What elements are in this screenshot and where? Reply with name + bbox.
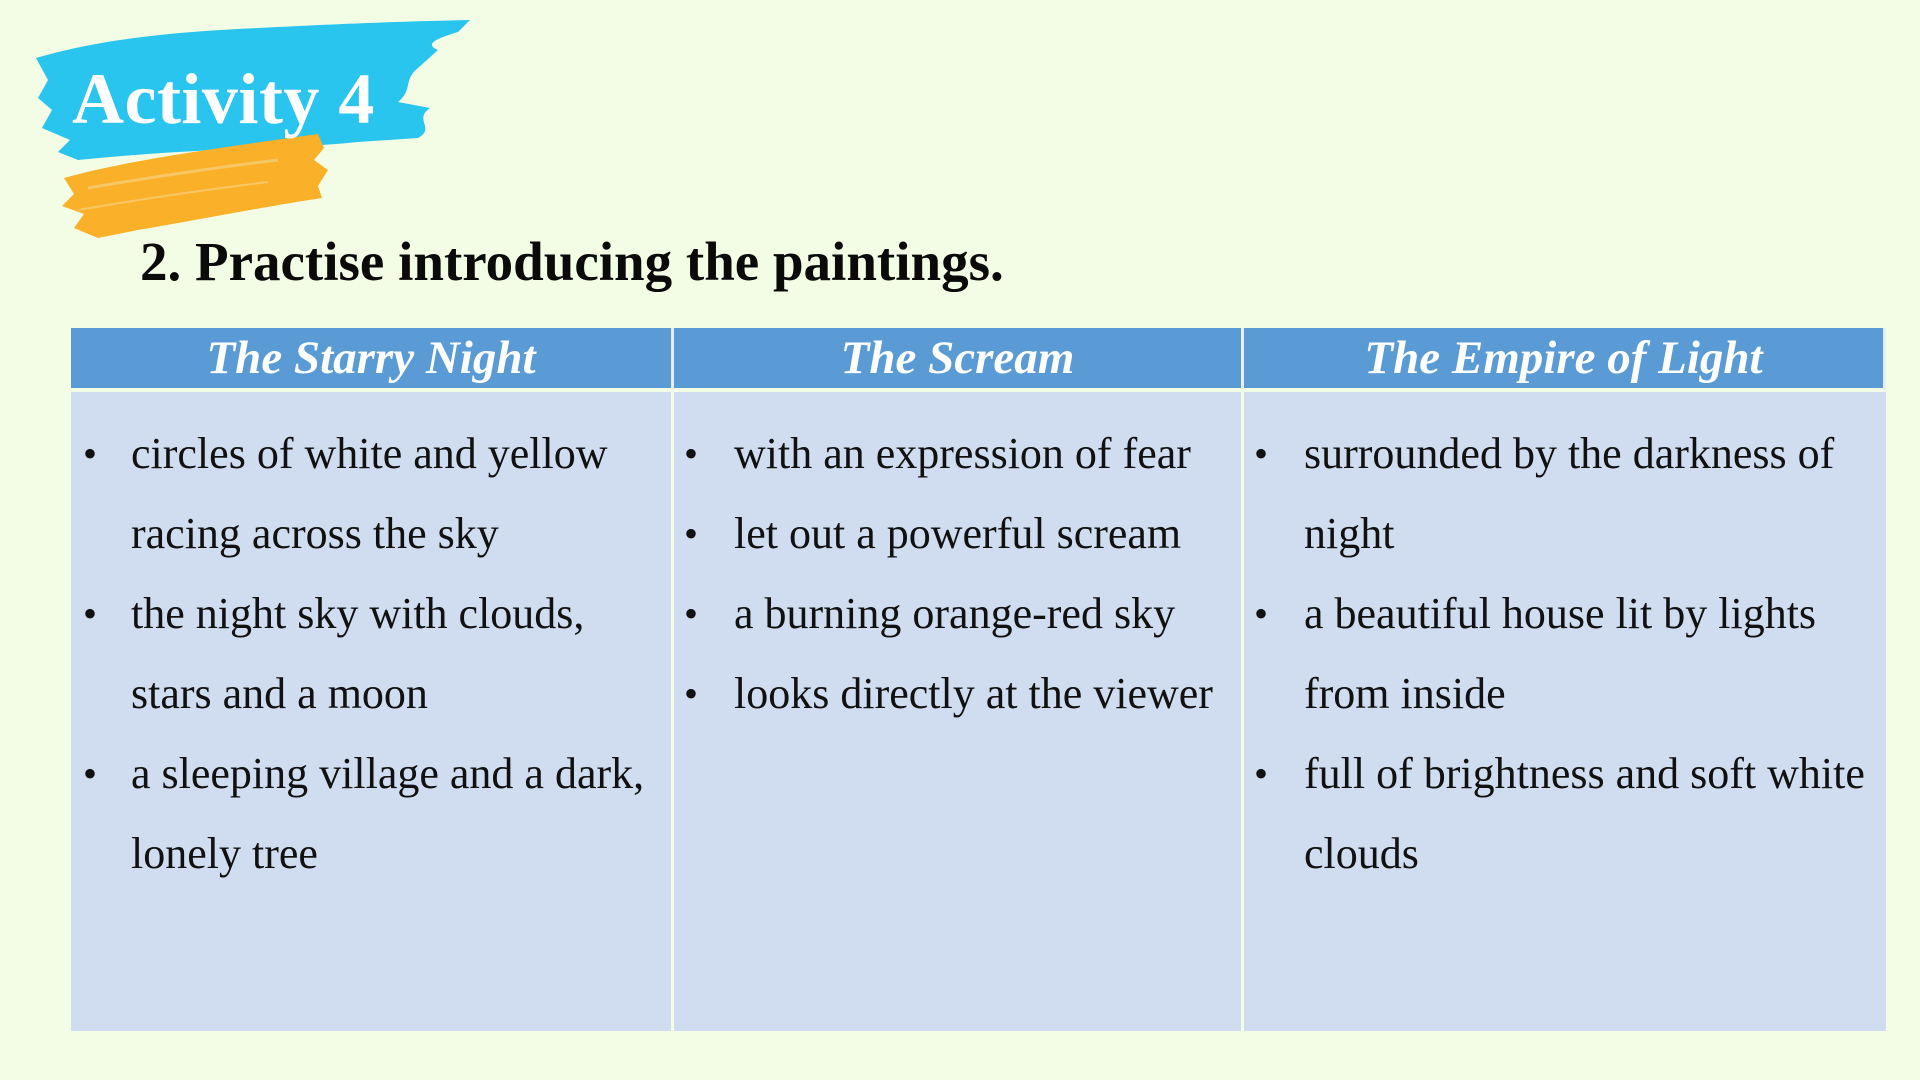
list-item bbox=[71, 574, 671, 734]
activity-title: Activity 4 bbox=[72, 59, 375, 139]
bullet-icon: • bbox=[684, 591, 699, 636]
bullet-icon: • bbox=[83, 751, 98, 796]
bullet-icon: • bbox=[83, 591, 98, 636]
list-item bbox=[1244, 574, 1886, 734]
list-item bbox=[674, 494, 1241, 574]
list-item bbox=[71, 414, 671, 574]
bullet-list bbox=[1244, 414, 1886, 894]
bullet-icon: • bbox=[1254, 751, 1269, 796]
header-empire-of-light: The Empire of Light bbox=[1244, 328, 1886, 392]
list-item-text: with an expression of fear bbox=[734, 429, 1191, 478]
bullet-icon: • bbox=[1254, 431, 1269, 476]
list-item-text: looks directly at the viewer bbox=[734, 669, 1213, 718]
bullet-list bbox=[71, 414, 671, 894]
list-item bbox=[674, 654, 1241, 734]
list-item-text: let out a powerful scream bbox=[734, 509, 1182, 558]
cell-the-scream bbox=[674, 392, 1244, 1031]
instruction-heading: 2. Practise introducing the paintings. bbox=[140, 231, 1004, 292]
list-item-text: the night sky with clouds, stars and a moon bbox=[131, 589, 585, 718]
header-the-scream: The Scream bbox=[674, 328, 1244, 392]
list-item-text: a sleeping village and a dark, lonely tree bbox=[131, 749, 645, 878]
list-item bbox=[71, 734, 671, 894]
bullet-list bbox=[674, 414, 1241, 734]
list-item-text: surrounded by the darkness of night bbox=[1304, 429, 1835, 558]
bullet-icon: • bbox=[83, 431, 98, 476]
bullet-icon: • bbox=[684, 671, 699, 716]
list-item bbox=[1244, 414, 1886, 574]
list-item-text: a beautiful house lit by lights from inside bbox=[1304, 589, 1817, 718]
list-item-text: a burning orange-red sky bbox=[734, 589, 1176, 638]
list-item bbox=[1244, 734, 1886, 894]
list-item bbox=[674, 574, 1241, 654]
bullet-icon: • bbox=[1254, 591, 1269, 636]
list-item-text: circles of white and yellow racing across the sky bbox=[131, 429, 608, 558]
cell-starry-night bbox=[71, 392, 674, 1031]
paintings-table bbox=[71, 328, 1886, 1031]
cell-empire-of-light bbox=[1244, 392, 1886, 1031]
header-starry-night: The Starry Night bbox=[71, 328, 674, 392]
bullet-icon: • bbox=[684, 511, 699, 556]
list-item-text: full of brightness and soft white clouds bbox=[1304, 749, 1865, 878]
list-item bbox=[674, 414, 1241, 494]
bullet-icon: • bbox=[684, 431, 699, 476]
